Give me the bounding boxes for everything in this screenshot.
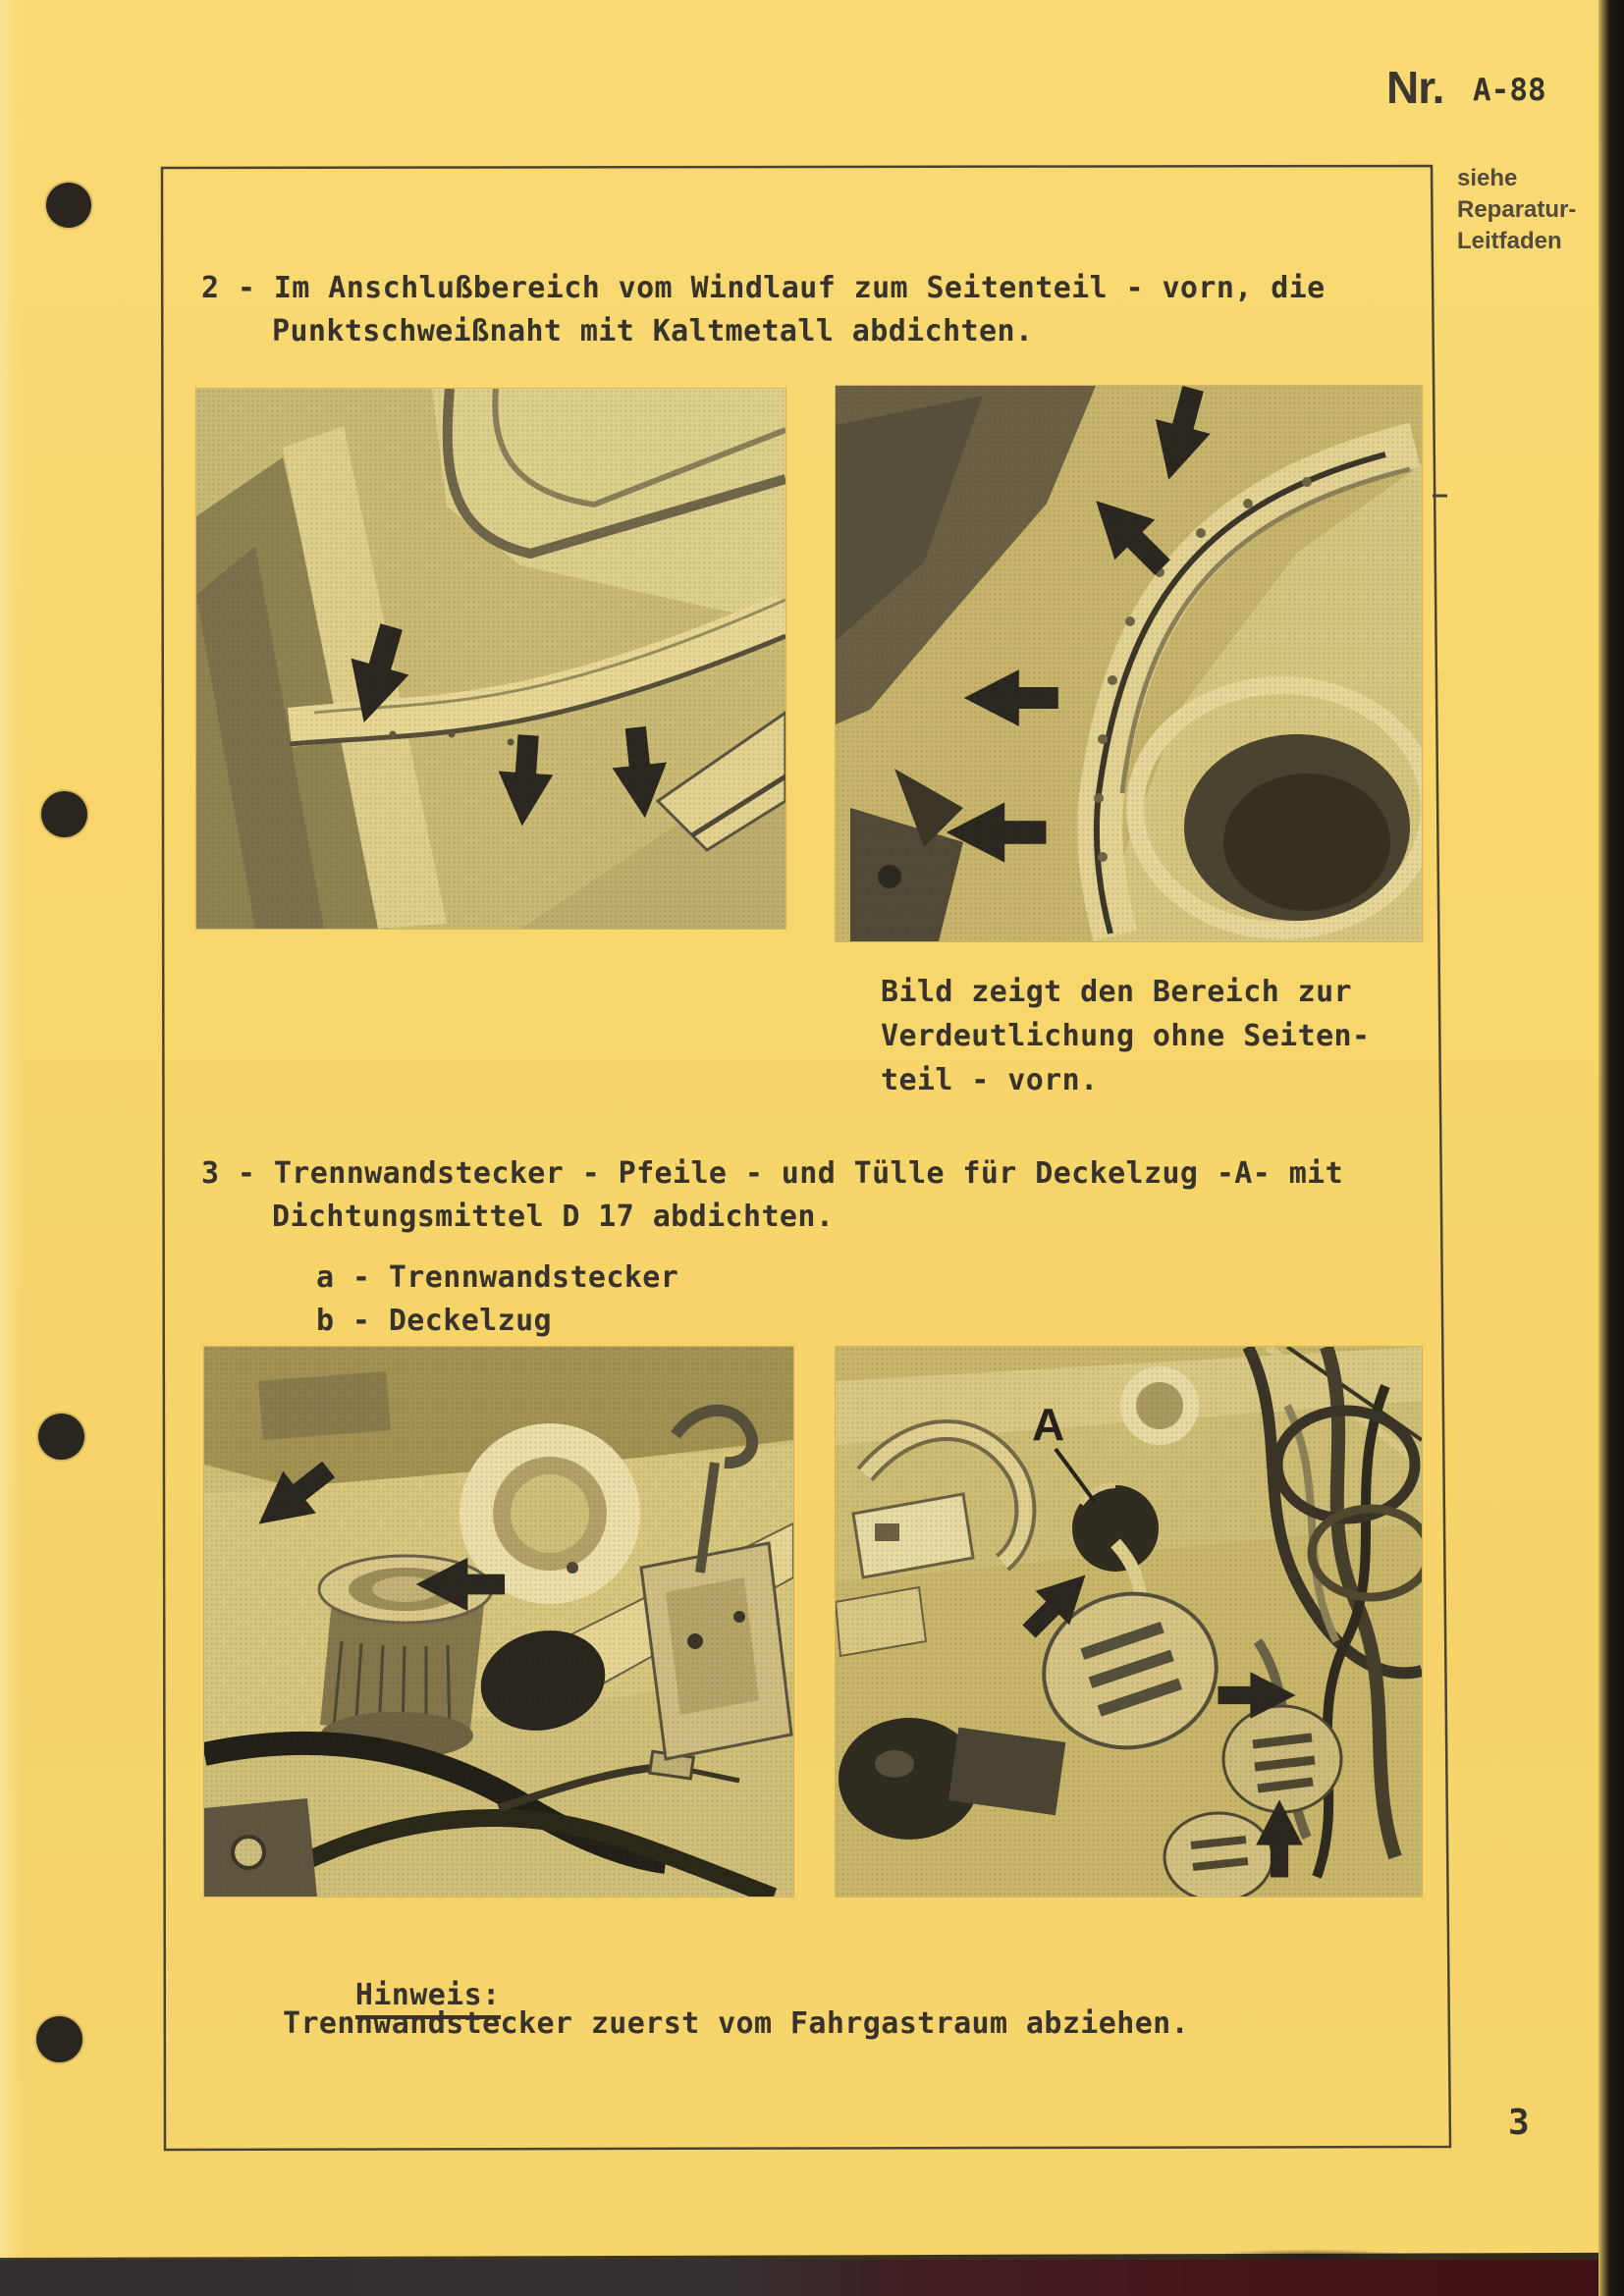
step3-line2: Dichtungsmittel D 17 abdichten. <box>272 1200 835 1234</box>
punch-hole <box>41 791 87 837</box>
scan-background-right <box>1598 0 1624 2296</box>
photo4-label-a: A <box>1032 1399 1065 1450</box>
step2-line1: 2 - Im Anschlußbereich vom Windlauf zum Seitenteil - vorn, die <box>201 271 1326 305</box>
photo-windlauf-seam-left <box>196 389 785 929</box>
side-note-line: Reparatur- <box>1457 196 1577 223</box>
photo-pillar-seam-right <box>836 386 1422 941</box>
page-number: 3 <box>1508 2103 1530 2143</box>
photo-caption-line1: Bild zeigt den Bereich zur <box>881 975 1352 1009</box>
step2-line2: Punktschweißnaht mit Kaltmetall abdichten. <box>272 314 1034 348</box>
step3-line1: 3 - Trennwandstecker - Pfeile - und Tülle für Deckelzug -A- mit <box>201 1156 1344 1191</box>
photo-wiring-deckelzug-right <box>836 1347 1422 1896</box>
punch-hole <box>38 1414 84 1460</box>
photo-trennwandstecker-left <box>204 1347 793 1896</box>
side-note-line: Leitfaden <box>1457 228 1562 254</box>
nr-label: Nr. <box>1386 62 1444 113</box>
nr-value: A-88 <box>1473 73 1546 108</box>
punch-hole <box>36 2016 82 2062</box>
hinweis-body: Trennwandstecker zuerst vom Fahrgastraum abziehen. <box>283 2006 1190 2041</box>
side-note-line: siehe <box>1457 165 1518 191</box>
reparatur-leitfaden-note <box>1457 163 1576 257</box>
punch-hole <box>46 183 91 228</box>
photo-caption-line3: teil - vorn. <box>881 1063 1099 1097</box>
photo-caption-line2: Verdeutlichung ohne Seiten- <box>881 1019 1371 1053</box>
scan-background-bottom <box>0 2260 1624 2296</box>
hinweis-title-text: Hinweis: <box>355 1978 501 2019</box>
step3-item-a: a - Trennwandstecker <box>316 1260 679 1295</box>
step3-item-b: b - Deckelzug <box>316 1304 552 1338</box>
